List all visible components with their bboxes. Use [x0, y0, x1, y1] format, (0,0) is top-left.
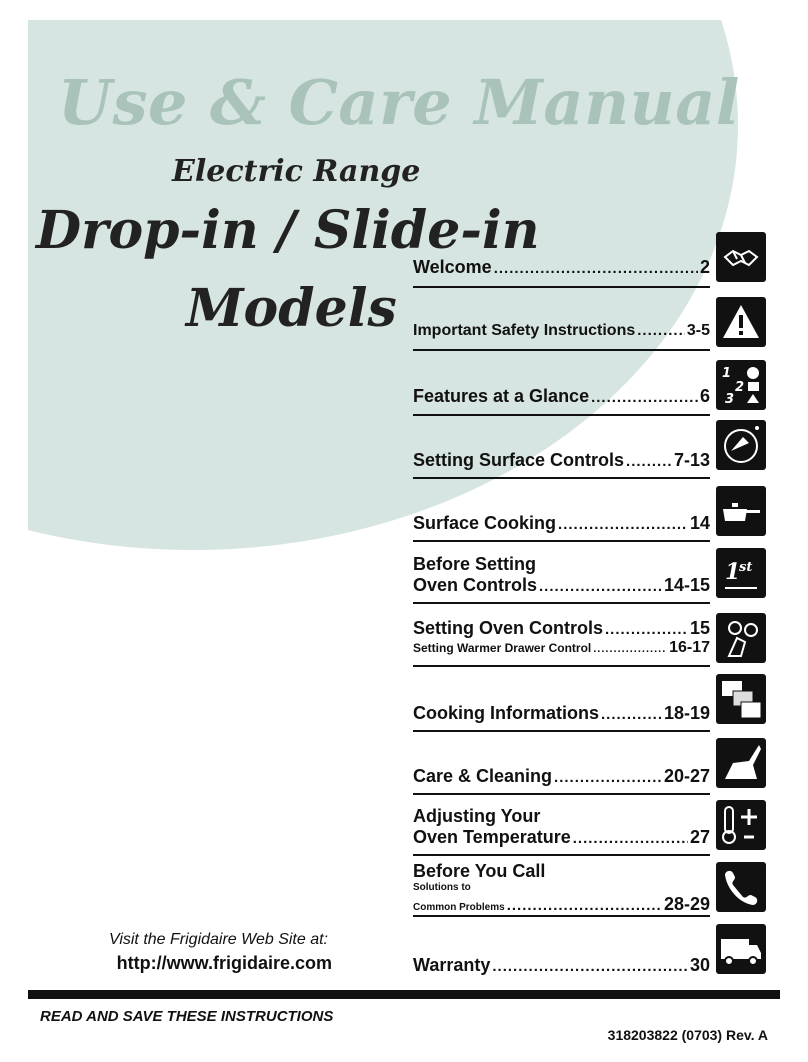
phone-icon — [716, 862, 766, 912]
toc-page: 3-5 — [686, 322, 710, 339]
cleaning-icon — [716, 738, 766, 788]
toc-item-surface-cooking[interactable] — [413, 513, 710, 542]
toc-label-line1: Before Setting — [413, 554, 537, 574]
documents-icon — [716, 674, 766, 724]
toc-page: 14-15 — [663, 575, 710, 595]
toc-label: Setting Oven Controls — [413, 618, 604, 638]
part-number: 318203822 (0703) Rev. A — [607, 1027, 768, 1043]
surface-controls-icon — [716, 420, 766, 470]
toc-sub-line2: Common Problems — [413, 902, 505, 913]
toc-label-line1: Before You Call — [413, 861, 546, 881]
toc-page: 28-29 — [663, 894, 710, 914]
svg-text:1: 1 — [722, 366, 732, 381]
toc-label: Setting Surface Controls — [413, 450, 625, 470]
toc-item-features[interactable] — [413, 386, 710, 416]
toc-item-oven-temperature[interactable] — [413, 806, 710, 856]
svg-text:3: 3 — [725, 392, 735, 407]
toc-item-warranty[interactable] — [413, 955, 710, 982]
toc-label: Oven Controls — [413, 575, 538, 595]
toc-sub-page: 16-17 — [669, 639, 710, 656]
warning-icon — [716, 297, 766, 347]
toc-item-care-cleaning[interactable] — [413, 766, 710, 795]
toc-label: Oven Temperature — [413, 827, 571, 847]
toc-page: 2 — [699, 257, 710, 277]
thermometer-icon — [716, 800, 766, 850]
model-title-line2: Models — [186, 278, 397, 339]
toc-label: Care & Cleaning — [413, 766, 553, 786]
oven-controls-icon — [716, 613, 766, 663]
toc-label: Features at a Glance — [413, 386, 590, 406]
saucepan-icon — [716, 486, 766, 536]
website-link[interactable]: http://www.frigidaire.com — [116, 953, 332, 973]
toc-item-cooking-info[interactable] — [413, 703, 710, 732]
toc-item-before-setting[interactable] — [413, 554, 710, 604]
toc-item-oven-controls[interactable] — [413, 618, 710, 667]
toc-page: 6 — [699, 386, 710, 406]
toc-page: 20-27 — [663, 766, 710, 786]
toc-item-before-you-call[interactable] — [413, 861, 710, 917]
toc-label-line1: Adjusting Your — [413, 806, 541, 826]
toc-label: Important Safety Instructions — [413, 322, 636, 339]
visit-website-text: Visit the Frigidaire Web Site at: — [108, 931, 328, 948]
toc-item-safety[interactable] — [413, 322, 710, 351]
toc-sub-label: Setting Warmer Drawer Control — [413, 641, 592, 655]
svg-text:1: 1 — [725, 559, 741, 585]
toc-item-surface-controls[interactable] — [413, 450, 710, 479]
toc-label: Cooking Informations — [413, 703, 599, 723]
toc-page: 14 — [689, 513, 710, 533]
product-subtitle: Electric Range — [172, 154, 421, 189]
read-save-notice: READ AND SAVE THESE INSTRUCTIONS — [40, 1008, 334, 1025]
toc-label: Welcome — [413, 257, 492, 277]
toc-sub-line1: Solutions to — [413, 882, 471, 893]
toc-page: 15 — [689, 618, 710, 638]
toc-label: Surface Cooking — [413, 513, 557, 533]
toc-label: Warranty — [413, 955, 491, 975]
toc-item-welcome[interactable] — [413, 257, 710, 288]
manual-title: Use & Care Manual — [58, 66, 740, 139]
first-icon — [716, 548, 766, 598]
footer-divider — [28, 990, 780, 999]
toc-page: 7-13 — [673, 450, 710, 470]
model-title-line1: Drop-in / Slide-in — [36, 200, 540, 261]
svg-text:2: 2 — [735, 380, 745, 395]
svg-text:st: st — [739, 560, 753, 575]
features-icon — [716, 360, 766, 410]
toc-page: 18-19 — [663, 703, 710, 723]
truck-icon — [716, 924, 766, 974]
handshake-icon — [716, 232, 766, 282]
toc-page: 30 — [689, 955, 710, 975]
toc-page: 27 — [689, 827, 710, 847]
